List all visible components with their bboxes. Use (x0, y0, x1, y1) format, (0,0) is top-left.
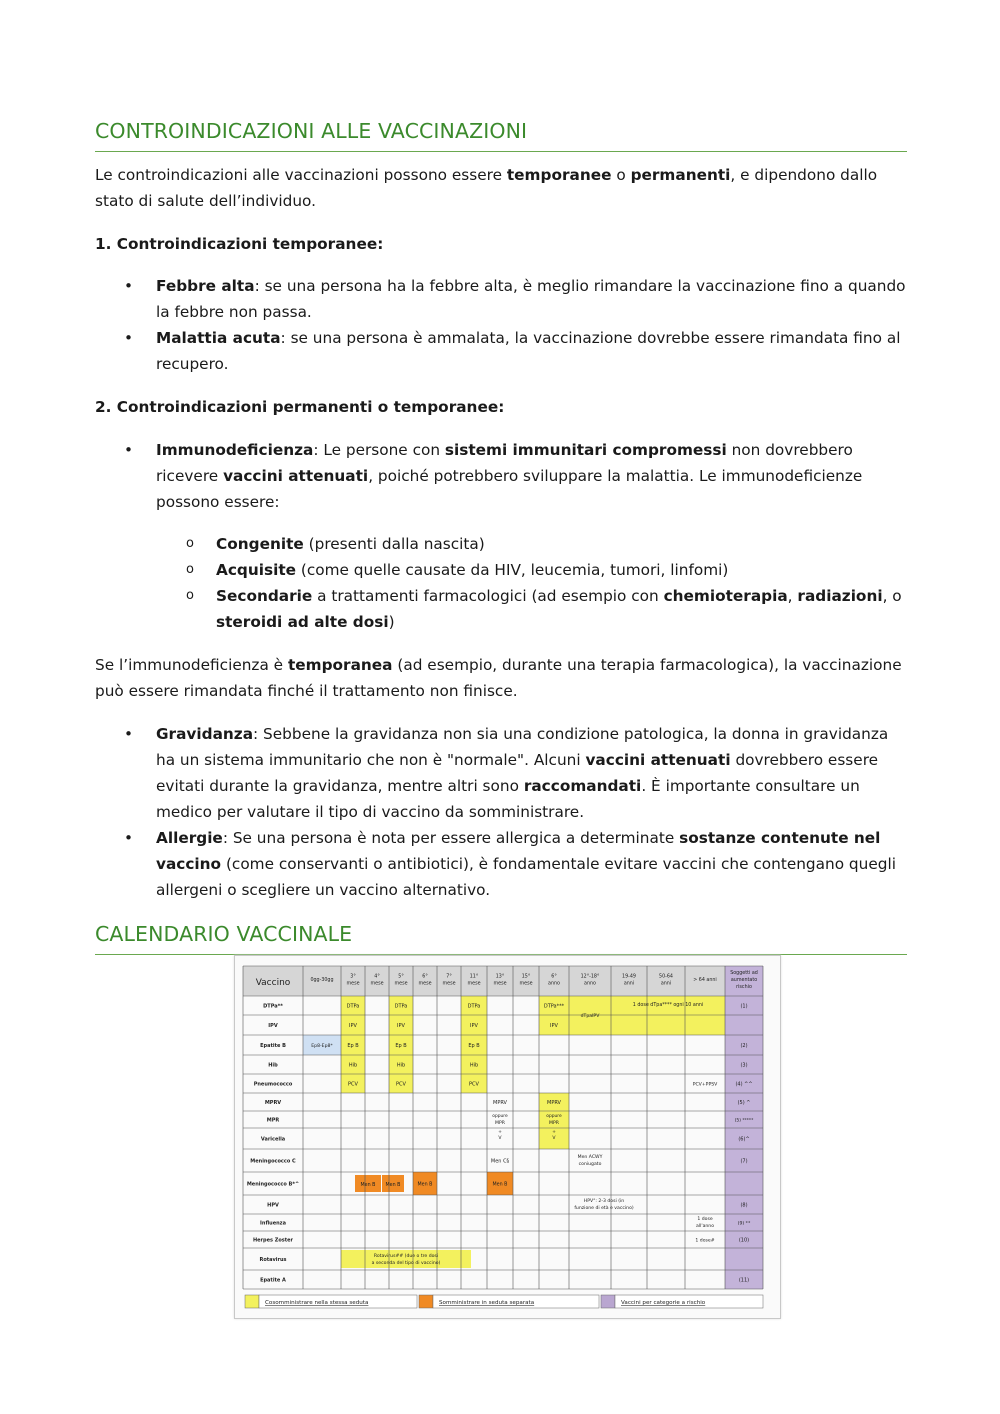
row-label: Meningococco C (250, 1158, 296, 1165)
cell-text: a seconda del tipo di vaccino) (371, 1261, 441, 1266)
cell-text: funzione di età e vaccino) (574, 1206, 634, 1211)
cell-text: (3) (740, 1062, 748, 1069)
column-header: mese (519, 981, 533, 987)
cell-text: V (552, 1136, 556, 1141)
legend-label: Somministrare in seduta separata (439, 1300, 535, 1306)
column-header: 13° (495, 974, 505, 980)
row-label: Epatite A (260, 1277, 286, 1284)
cell-text: dTpaIPV (580, 1014, 600, 1019)
row-label: Varicella (260, 1136, 286, 1143)
header-vaccino: Vaccino (255, 978, 291, 988)
column-header: mese (346, 981, 360, 987)
intro-paragraph: Le controindicazioni alle vaccinazioni possono essere temporanee o permanenti, e dipendono dallo stato di salute dell’individuo. (95, 166, 878, 210)
column-header: 15° (521, 974, 531, 980)
cell-text: IPV (470, 1023, 478, 1029)
cell-text: MPRV (547, 1100, 561, 1106)
vaccination-calendar-image (234, 955, 781, 1319)
vaccination-calendar-table (235, 956, 780, 1318)
cell-text: IPV (550, 1023, 558, 1029)
list-item: • Febbre alta: se una persona ha la febbre alta, è meglio rimandare la vaccinazione fino a quando la febbre non passa. (124, 277, 906, 321)
cell-yellow (611, 996, 725, 1035)
column-header: mese (442, 981, 456, 987)
cell-text: Men C§ (490, 1158, 510, 1165)
column-header: mese (370, 981, 384, 987)
column-header: anni (660, 981, 672, 987)
cell-text: MPR (549, 1121, 559, 1126)
column-header: rischio (736, 985, 752, 990)
cell-text: + (552, 1130, 556, 1135)
legend-label: Vaccini per categorie a rischio (621, 1300, 706, 1306)
list-item: • Immunodeficienza: Le persone con sistemi immunitari compromessi non dovrebbero ricevere vaccini attenuati, poiché potrebbero sviluppare la malattia. Le immunodeficienze possono essere: (124, 441, 863, 511)
cell-text: DTPa (467, 1003, 481, 1010)
list-item: • Malattia acuta: se una persona è ammalata, la vaccinazione dovrebbe essere rimandata fino al recupero. (124, 329, 901, 373)
row-label: Herpes Zoster (252, 1237, 294, 1244)
column-header: 11° (469, 974, 479, 980)
sublist-item: o Congenite (presenti dalla nascita) (186, 535, 485, 553)
column-header: anno (548, 981, 560, 987)
cell-text: HPV°: 2-3 dosi (in (583, 1199, 625, 1204)
cell-text: Hib (348, 1062, 358, 1069)
cell-text: (6)^ (738, 1136, 750, 1143)
cell-text: DTPa (394, 1003, 408, 1010)
legend-swatch (419, 1295, 433, 1308)
column-header: 19-49 (622, 974, 636, 980)
legend-swatch (601, 1295, 615, 1308)
column-header: 12°-18° (580, 974, 600, 980)
row-label: Influenza (260, 1220, 286, 1227)
cell-yellow (539, 996, 569, 1035)
cell-text: DTPa*** (543, 1003, 565, 1010)
cell-text: (5) ***** (734, 1118, 754, 1124)
column-header: 6° (551, 974, 557, 980)
cell-text: Men ACWY (577, 1155, 603, 1160)
list-temporanee (95, 273, 907, 377)
sublist-item: o Secondarie a trattamenti farmacologici (ad esempio con chemioterapia, radiazioni, o steroidi ad alte dosi) (186, 587, 902, 631)
cell-text: Hib (469, 1062, 479, 1069)
section-title-calendario: CALENDARIO VACCINALE (95, 922, 907, 955)
list-immunodeficienza (95, 437, 907, 515)
column-header: mese (467, 981, 481, 987)
cell-yellow (341, 996, 365, 1035)
cell-text: PCV (396, 1081, 406, 1088)
column-header: Soggetti ad (730, 971, 758, 976)
cell-text: (2) (740, 1043, 748, 1049)
cell-text: PCV+PPSV (692, 1082, 718, 1088)
cell-text: (4) ^^ (735, 1081, 753, 1088)
sublist-item: o Acquisite (come quelle causate da HIV, leucemia, tumori, linfomi) (186, 561, 729, 579)
row-label: IPV (268, 1023, 278, 1029)
cell-text: oppure (492, 1114, 508, 1119)
row-label: Hib (268, 1062, 278, 1069)
subheading-permanenti: 2. Controindicazioni permanenti o temporanee: (95, 398, 505, 416)
column-header: 50-64 (659, 974, 673, 980)
row-label: MPR (266, 1117, 280, 1124)
cell-text: (7) (740, 1158, 748, 1165)
temporanea-paragraph: Se l’immunodeficienza è temporanea (ad esempio, durante una terapia farmacologica), la vaccinazione può essere rimandata finché il trattamento non finisce. (95, 656, 902, 700)
cell-text: Ep B (395, 1043, 407, 1049)
subheading-temporanee: 1. Controindicazioni temporanee: (95, 235, 384, 253)
column-header: mese (493, 981, 507, 987)
row-label: HPV (267, 1202, 279, 1209)
list-item: • Gravidanza: Sebbene la gravidanza non sia una condizione patologica, la donna in gravidanza ha un sistema immunitario che non è "normale". Alcuni vaccini attenuati dovrebbero essere evitati durante la gravidanza, mentre altri sono raccomandati. È importante consultare un medico per valutare il tipo di vaccino da somministrare. (124, 725, 889, 821)
cell-text: IPV (349, 1023, 357, 1029)
cell-text: PCV (469, 1081, 479, 1088)
cell-text: Men B (385, 1183, 401, 1188)
cell-text: (8) (740, 1202, 748, 1209)
column-header: 0gg-30gg (310, 978, 334, 983)
cell-text: Men B (492, 1182, 508, 1188)
cell-text: Men B (360, 1183, 376, 1188)
cell-text: (10) (738, 1237, 750, 1244)
cell-text: MPR (495, 1121, 505, 1126)
column-header: mese (418, 981, 432, 987)
cell-text: Hib (396, 1062, 406, 1069)
cell-text: (1) (740, 1003, 748, 1010)
cell-text: MPRV (493, 1100, 507, 1106)
cell-text: oppure (546, 1114, 562, 1119)
cell-text: (9) ** (737, 1221, 751, 1227)
list-item: • Allergie: Se una persona è nota per essere allergica a determinate sostanze contenute nel vaccino (come conservanti o antibiotici), è fondamentale evitare vaccini che contengano quegli allergeni o scegliere un vaccino alternativo. (124, 829, 896, 899)
column-header: anni (623, 981, 635, 987)
column-header: 4° (374, 974, 380, 980)
legend-label: Cosomministrare nella stessa seduta (265, 1300, 369, 1306)
list-gravidanza-allergie (95, 721, 907, 903)
cell-text: Ep B (468, 1043, 480, 1049)
row-label: Pneumococco (253, 1081, 293, 1088)
cell-text: 1 dose dTpa**** ogni 10 anni (632, 1003, 704, 1008)
cell-text: 1 dose (697, 1217, 713, 1222)
column-header: anno (584, 981, 596, 987)
cell-text: Rotavirus## (due o tre dosi (373, 1254, 439, 1259)
cell-text: Ep8-Ep8* (311, 1044, 333, 1049)
cell-text: all'anno (695, 1224, 715, 1229)
row-label: DTPa** (263, 1003, 283, 1010)
column-header: aumentato (730, 978, 758, 983)
section-title-controindicazioni: CONTROINDICAZIONI ALLE VACCINAZIONI (95, 119, 907, 152)
cell-text: + (498, 1130, 502, 1135)
cell-text: Men B (417, 1182, 433, 1188)
cell-text: PCV (348, 1081, 358, 1088)
cell-yellow (461, 996, 487, 1035)
cell-text: (11) (738, 1277, 750, 1284)
row-label: Meningococco B*^ (246, 1181, 300, 1188)
column-header: 7° (446, 974, 452, 980)
column-header: 6° (422, 974, 428, 980)
legend-swatch (245, 1295, 259, 1308)
cell-text: IPV (397, 1023, 405, 1029)
row-label: Epatite B (260, 1043, 286, 1049)
column-header: 3° (350, 974, 356, 980)
cell-text: V (498, 1136, 502, 1141)
cell-text: DTPa (346, 1003, 360, 1010)
row-label: MPRV (264, 1100, 282, 1106)
row-label: Rotavirus (259, 1257, 287, 1263)
column-header: mese (394, 981, 408, 987)
sublist-immunodeficienze (95, 531, 907, 635)
cell-text: (5) ^ (737, 1100, 751, 1106)
column-header: 5° (398, 974, 404, 980)
cell-text: Ep B (347, 1043, 359, 1049)
column-header: > 64 anni (693, 978, 717, 983)
cell-text: coniugato (578, 1162, 602, 1167)
cell-yellow (389, 996, 413, 1035)
cell-text: 1 dose# (695, 1238, 715, 1244)
